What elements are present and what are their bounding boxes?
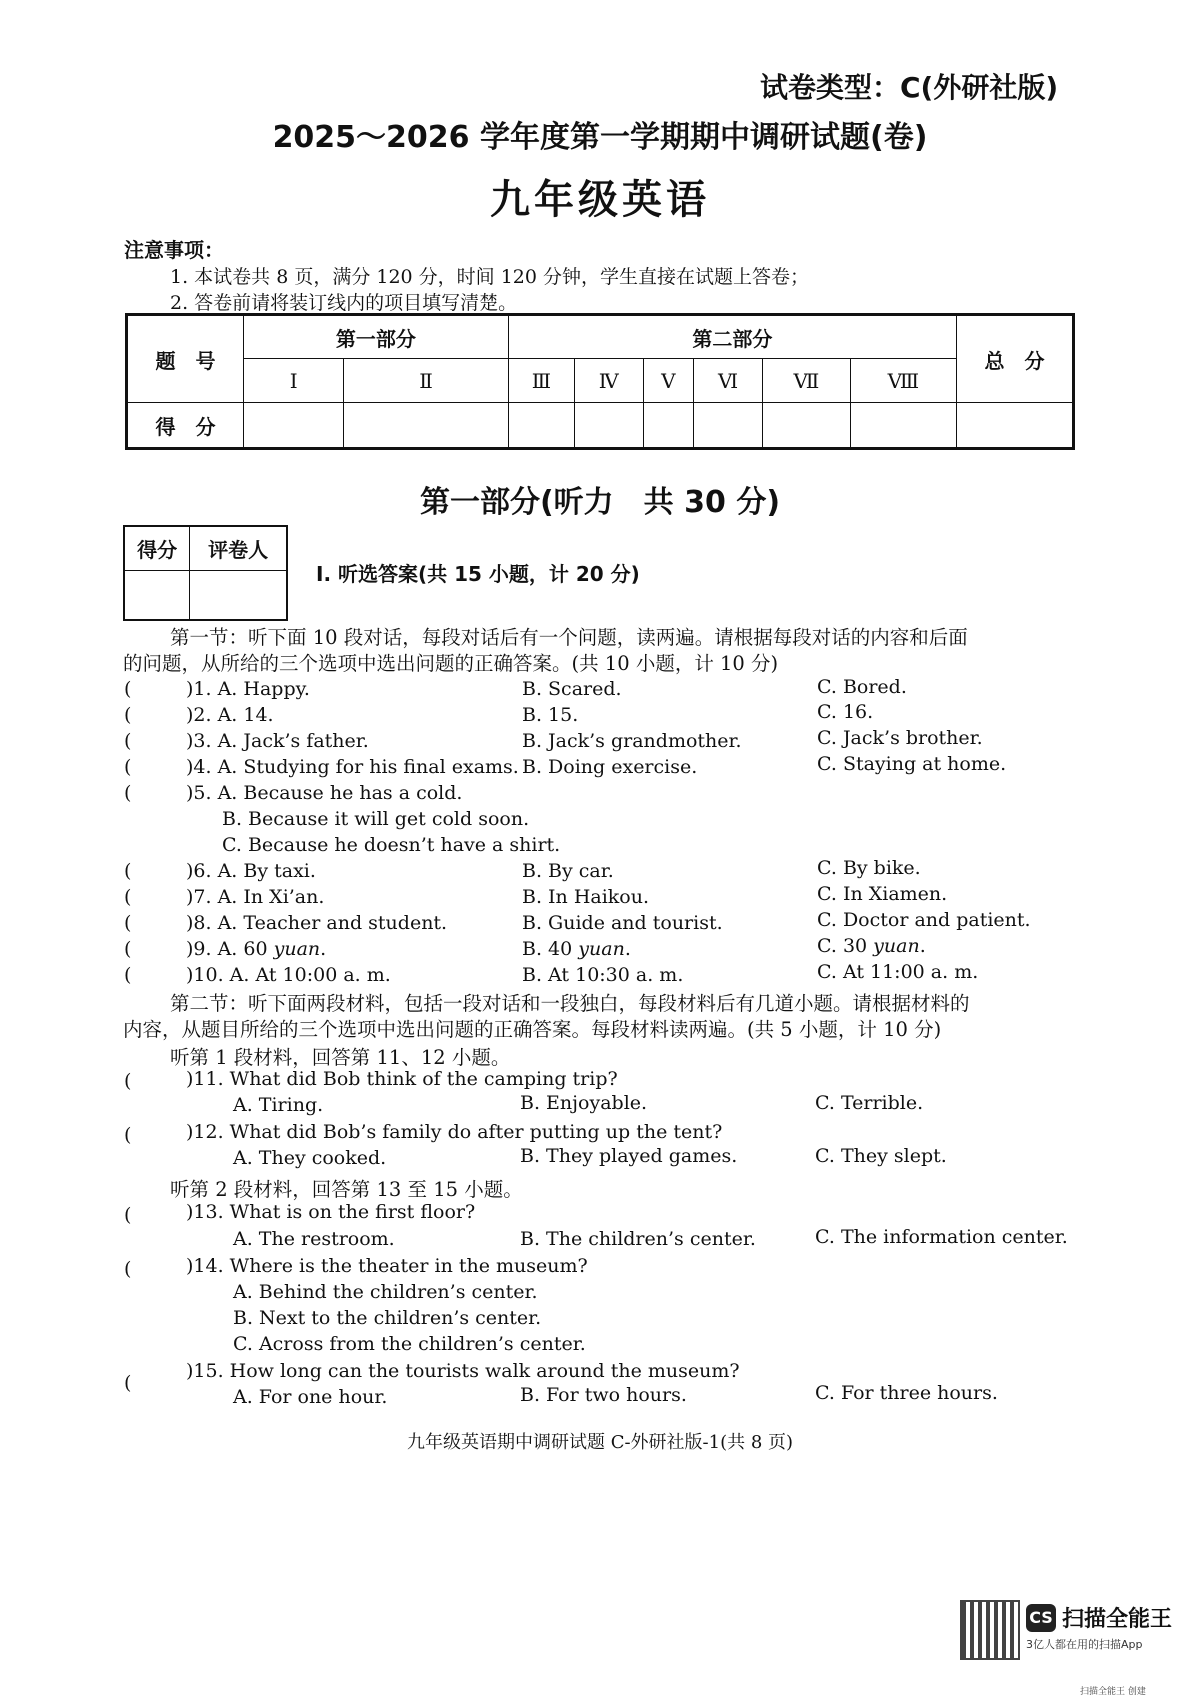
score-cell[interactable]	[850, 403, 956, 449]
answer-paren[interactable]: (	[124, 1258, 132, 1280]
column-header: Ⅱ	[344, 359, 508, 403]
answer-paren[interactable]: (	[124, 860, 132, 882]
option-b: B. Next to the children’s center.	[233, 1307, 542, 1329]
score-cell[interactable]	[244, 403, 344, 449]
option-a: )4. A. Studying for his final exams.	[186, 756, 519, 778]
exam-title: 2025～2026 学年度第一学期期中调研试题(卷)	[272, 120, 928, 155]
column-header: Ⅶ	[763, 359, 851, 403]
option-c: C. At 11:00 a. m.	[817, 961, 979, 983]
camscanner-tagline: 3亿人都在用的扫描App	[1026, 1638, 1143, 1651]
option-b: B. Doing exercise.	[522, 756, 698, 778]
qr-code-icon	[960, 1600, 1020, 1660]
option-b: B. By car.	[522, 860, 614, 882]
option-c: C. 16.	[817, 701, 874, 723]
option-a: A. The restroom.	[233, 1228, 395, 1250]
score-cell[interactable]	[508, 403, 574, 449]
camscanner-name: 扫描全能王	[1062, 1607, 1173, 1632]
camscanner-created: 扫描全能王 创建	[1080, 1687, 1146, 1697]
note-item: 1. 本试卷共 8 页，满分 120 分，时间 120 分钟，学生直接在试题上答卷；	[170, 266, 810, 288]
option-b: B. For two hours.	[520, 1384, 687, 1406]
option-a: )8. A. Teacher and student.	[186, 912, 448, 934]
answer-paren[interactable]: (	[124, 886, 132, 908]
grader-table	[123, 525, 288, 621]
answer-paren[interactable]: (	[124, 912, 132, 934]
part1-header: 第一部分	[244, 315, 509, 359]
sub2-instruction: 内容，从题目所给的三个选项中选出问题的正确答案。每段材料读两遍。(共 5 小题，计 10 分)	[123, 1018, 942, 1041]
option-c: C. Jack’s brother.	[817, 727, 983, 749]
score-cell[interactable]	[763, 403, 851, 449]
score-cell[interactable]	[575, 403, 644, 449]
material2-intro: 听第 2 段材料，回答第 13 至 15 小题。	[170, 1178, 523, 1201]
option-a: A. For one hour.	[233, 1386, 388, 1408]
option-b: B. Jack’s grandmother.	[522, 730, 742, 752]
answer-paren[interactable]: (	[124, 938, 132, 960]
option-b: B. The children’s center.	[520, 1228, 756, 1250]
grader-score-cell[interactable]	[124, 570, 190, 620]
answer-paren[interactable]: (	[124, 1124, 132, 1146]
option-a: )5. A. Because he has a cold.	[186, 782, 463, 804]
option-a: )6. A. By taxi.	[186, 860, 316, 882]
option-b: B. Scared.	[522, 678, 622, 700]
option-a: A. Tiring.	[233, 1094, 324, 1116]
answer-paren[interactable]: (	[124, 1372, 132, 1394]
option-c: C. They slept.	[815, 1145, 947, 1167]
answer-paren[interactable]: (	[124, 1070, 132, 1092]
option-c: C. Bored.	[817, 676, 907, 698]
column-header: Ⅲ	[508, 359, 574, 403]
sub2-instruction: 第二节：听下面两段材料，包括一段对话和一段独白，每段材料后有几道小题。请根据材料的	[170, 992, 970, 1015]
score-table	[125, 313, 1075, 450]
grader-name-cell[interactable]	[190, 570, 287, 620]
option-a: A. Behind the children’s center.	[233, 1281, 538, 1303]
answer-paren[interactable]: (	[124, 756, 132, 778]
question-stem: )12. What did Bob’s family do after putting up the tent?	[186, 1121, 723, 1143]
option-b: B. They played games.	[520, 1145, 738, 1167]
camscanner-watermark	[960, 1600, 1180, 1696]
option-a: )2. A. 14.	[186, 704, 274, 726]
option-c: C. Across from the children’s center.	[233, 1333, 586, 1355]
sub1-instruction: 的问题，从所给的三个选项中选出问题的正确答案。(共 10 小题，计 10 分)	[123, 652, 779, 675]
grader-header-score: 得分	[124, 526, 190, 570]
option-a: )10. A. At 10:00 a. m.	[186, 964, 391, 986]
option-c: C. Terrible.	[815, 1092, 924, 1114]
option-c: C. By bike.	[817, 857, 921, 879]
note-item: 2. 答卷前请将装订线内的项目填写清楚。	[170, 292, 518, 314]
option-c: C. Doctor and patient.	[817, 909, 1031, 931]
option-b: B. Enjoyable.	[520, 1092, 648, 1114]
column-header: Ⅴ	[643, 359, 693, 403]
option-a: )1. A. Happy.	[186, 678, 310, 700]
option-c: C. The information center.	[815, 1226, 1068, 1248]
notes-title: 注意事项：	[124, 238, 224, 262]
score-cell[interactable]	[643, 403, 693, 449]
option-b: B. 15.	[522, 704, 579, 726]
option-a: )9. A. 60 yuan.	[186, 938, 327, 960]
question-stem: )13. What is on the first floor?	[186, 1201, 476, 1223]
option-a: )7. A. In Xi’an.	[186, 886, 325, 908]
sub1-instruction: 第一节：听下面 10 段对话，每段对话后有一个问题，读两遍。请根据每段对话的内容和后面	[170, 626, 968, 649]
answer-paren[interactable]: (	[124, 704, 132, 726]
column-header: Ⅵ	[694, 359, 763, 403]
material1-intro: 听第 1 段材料，回答第 11、12 小题。	[170, 1046, 511, 1069]
camscanner-logo-icon: CS	[1026, 1604, 1056, 1632]
option-c: C. For three hours.	[815, 1382, 998, 1404]
page-footer: 九年级英语期中调研试题 C-外研社版-1(共 8 页)	[406, 1432, 794, 1453]
answer-paren[interactable]: (	[124, 782, 132, 804]
option-a: )3. A. Jack’s father.	[186, 730, 369, 752]
answer-paren[interactable]: (	[124, 730, 132, 752]
option-b: B. At 10:30 a. m.	[522, 964, 684, 986]
total-score-cell[interactable]	[957, 403, 1074, 449]
row-label-score: 得 分	[127, 403, 244, 449]
score-cell[interactable]	[694, 403, 763, 449]
part2-header: 第二部分	[508, 315, 956, 359]
option-c: C. Staying at home.	[817, 753, 1007, 775]
score-cell[interactable]	[344, 403, 508, 449]
option-c: C. 30 yuan.	[817, 935, 926, 957]
option-c: C. In Xiamen.	[817, 883, 948, 905]
option-b: B. In Haikou.	[522, 886, 650, 908]
subject-title: 九年级英语	[490, 177, 710, 223]
question-stem: )15. How long can the tourists walk around the museum?	[186, 1360, 740, 1382]
column-header: Ⅷ	[850, 359, 956, 403]
option-b: B. Because it will get cold soon.	[222, 808, 530, 830]
row-label-number: 题 号	[127, 315, 244, 403]
answer-paren[interactable]: (	[124, 678, 132, 700]
grader-header-grader: 评卷人	[190, 526, 287, 570]
paper-type: 试卷类型：C(外研社版)	[760, 71, 1059, 104]
question-stem: )11. What did Bob think of the camping trip?	[186, 1068, 618, 1090]
answer-paren[interactable]: (	[124, 1204, 132, 1226]
column-header: Ⅳ	[575, 359, 644, 403]
option-a: A. They cooked.	[233, 1147, 387, 1169]
column-header: Ⅰ	[244, 359, 344, 403]
option-c: C. Because he doesn’t have a shirt.	[222, 834, 561, 856]
part1-title: 第一部分(听力 共 30 分)	[419, 485, 781, 520]
section1-title: Ⅰ. 听选答案(共 15 小题，计 20 分)	[316, 562, 640, 586]
answer-paren[interactable]: (	[124, 964, 132, 986]
option-b: B. Guide and tourist.	[522, 912, 723, 934]
question-stem: )14. Where is the theater in the museum?	[186, 1255, 588, 1277]
option-b: B. 40 yuan.	[522, 938, 631, 960]
total-header: 总 分	[957, 315, 1074, 403]
